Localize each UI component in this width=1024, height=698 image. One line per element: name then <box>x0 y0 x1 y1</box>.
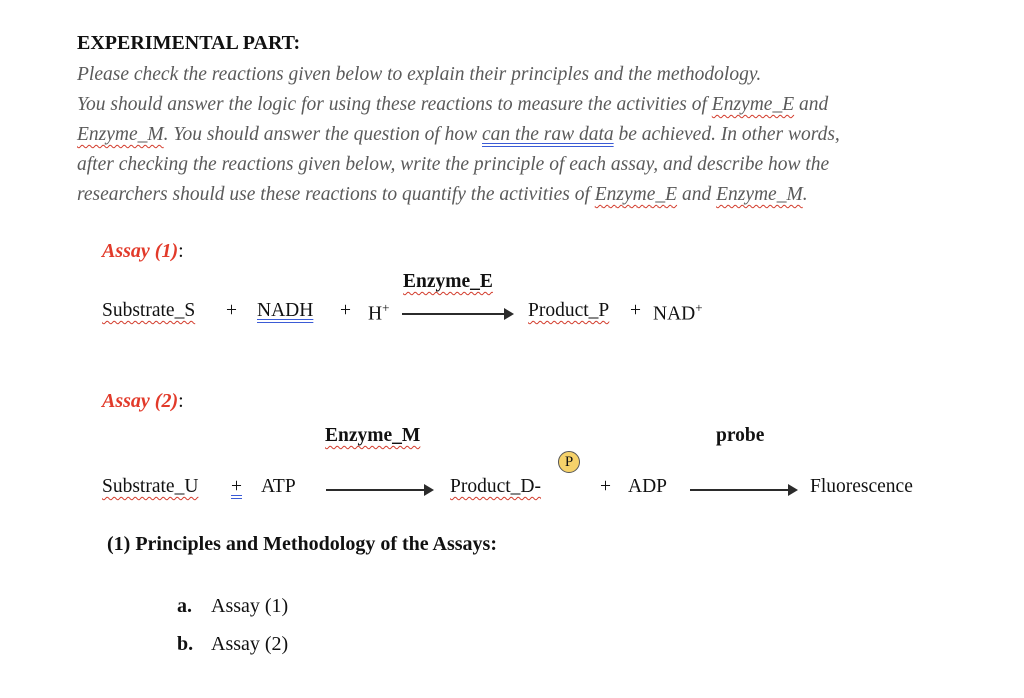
list-item-text: Assay (1) <box>211 595 289 617</box>
intro-text: and <box>677 184 717 205</box>
instructions-paragraph <box>77 60 840 210</box>
intro-line-4 <box>77 150 840 180</box>
list-item <box>177 633 288 656</box>
list-marker: a. <box>177 595 192 617</box>
assay-1-title <box>102 240 184 263</box>
assay-2-plus: + <box>600 476 611 497</box>
assay-1-plus: + <box>226 300 237 321</box>
intro-text: and <box>794 94 829 115</box>
section-heading: EXPERIMENTAL PART: <box>77 32 301 54</box>
assay-2-enzyme: Enzyme_M <box>325 425 421 446</box>
assay-2-reaction-arrow <box>326 489 432 491</box>
assay-2-product: Product_D- <box>450 476 541 497</box>
nad-charge: + <box>695 300 703 315</box>
intro-text: Please check the reactions given below to explain their principles and the methodology. <box>77 64 762 85</box>
raw-data-term: can the raw data <box>482 124 614 145</box>
assay-2-plus <box>231 476 242 498</box>
intro-text: researchers should use these reactions to quantify the activities of <box>77 184 595 205</box>
assay-2-probe-arrow <box>690 489 796 491</box>
assay-2-atp: ATP <box>261 476 296 497</box>
intro-line-3 <box>77 120 840 150</box>
intro-line-5 <box>77 180 840 210</box>
assay-1-substrate: Substrate_S <box>102 300 196 321</box>
assay-2-probe: probe <box>716 425 765 446</box>
intro-line-2 <box>77 90 840 120</box>
assay-2-fluorescence: Fluorescence <box>810 476 913 497</box>
assay-1-nad <box>653 300 703 326</box>
assay-1-product: Product_P <box>528 300 610 321</box>
enzyme-e-term: Enzyme_E <box>711 94 795 115</box>
assay-1-plus: + <box>340 300 351 321</box>
intro-text: be achieved. In other words, <box>613 124 840 145</box>
proton-symbol: H <box>368 303 383 325</box>
assay-2-substrate: Substrate_U <box>102 476 199 497</box>
assay-1-reaction-arrow <box>402 313 512 315</box>
proton-charge: + <box>382 300 390 315</box>
section-title: (1) Principles and Methodology of the Assays: <box>107 533 497 555</box>
intro-text: You should answer the logic for using these reactions to measure the activities of <box>77 94 712 115</box>
intro-text: after checking the reactions given below, write the principle of each assay, and describe how the <box>77 154 830 175</box>
plus-sign: + <box>231 476 242 497</box>
intro-line-1 <box>77 60 840 90</box>
assay-1-plus: + <box>630 300 641 321</box>
enzyme-e-term: Enzyme_E <box>594 184 678 205</box>
nadh-term: NADH <box>257 300 314 321</box>
assay-2-title <box>102 390 184 413</box>
assay-1-label: Assay (1) <box>102 240 179 262</box>
assay-1-nadh <box>257 300 313 322</box>
intro-text: . <box>802 184 808 205</box>
list-item <box>177 595 288 618</box>
list-marker: b. <box>177 633 194 655</box>
phosphate-circle-icon: P <box>558 451 580 473</box>
nad-symbol: NAD <box>653 303 696 325</box>
assay-1-colon: : <box>178 240 184 262</box>
assay-2-label: Assay (2) <box>102 390 179 412</box>
assay-1-enzyme: Enzyme_E <box>403 271 493 292</box>
list-item-text: Assay (2) <box>211 633 289 655</box>
enzyme-m-term: Enzyme_M <box>716 184 803 205</box>
intro-text: . You should answer the question of how <box>163 124 482 145</box>
assay-2-colon: : <box>178 390 184 412</box>
enzyme-m-term: Enzyme_M <box>77 124 164 145</box>
assay-2-adp: ADP <box>628 476 668 497</box>
assay-1-proton <box>368 300 389 326</box>
